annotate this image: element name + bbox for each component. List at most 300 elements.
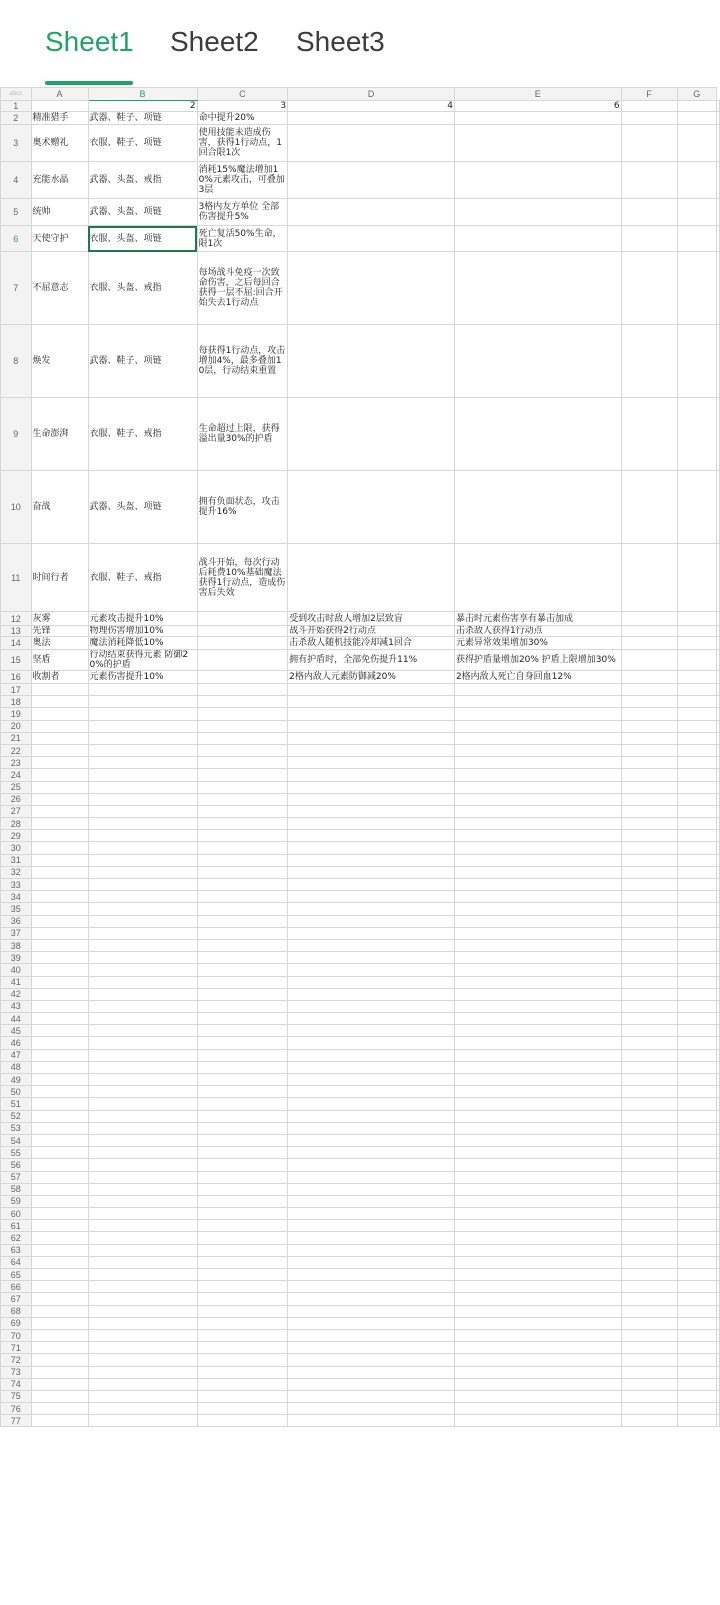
row-header[interactable]: 64 — [1, 1256, 32, 1268]
cell-f9[interactable] — [621, 398, 677, 471]
row-header[interactable]: 2 — [1, 112, 32, 125]
row-header[interactable]: 10 — [1, 471, 32, 544]
cell-g77[interactable] — [677, 1415, 716, 1427]
cell-d49[interactable] — [288, 1074, 455, 1086]
cell-e8[interactable] — [454, 325, 621, 398]
cell-f15[interactable] — [621, 650, 677, 671]
cell-e73[interactable] — [454, 1366, 621, 1378]
row-header[interactable]: 51 — [1, 1098, 32, 1110]
cell-a44[interactable] — [31, 1013, 88, 1025]
cell-g49[interactable] — [677, 1074, 716, 1086]
cell-d3[interactable] — [288, 125, 455, 162]
cell-c34[interactable] — [197, 891, 288, 903]
cell-g44[interactable] — [677, 1013, 716, 1025]
row-header[interactable]: 66 — [1, 1281, 32, 1293]
cell-a59[interactable] — [31, 1195, 88, 1207]
cell-d10[interactable] — [288, 471, 455, 544]
cell-b63[interactable] — [88, 1244, 197, 1256]
cell-f28[interactable] — [621, 818, 677, 830]
row-header[interactable]: 12 — [1, 612, 32, 626]
cell-c75[interactable] — [197, 1390, 288, 1402]
cell-a27[interactable] — [31, 805, 88, 817]
cell-c28[interactable] — [197, 818, 288, 830]
cell-d8[interactable] — [288, 325, 455, 398]
cell-c47[interactable] — [197, 1049, 288, 1061]
cell-a9[interactable]: 生命澎湃 — [31, 398, 88, 471]
cell-f49[interactable] — [621, 1074, 677, 1086]
cell-c57[interactable] — [197, 1171, 288, 1183]
cell-e12[interactable]: 暴击时元素伤害享有暴击加成 — [454, 612, 621, 626]
cell-b51[interactable] — [88, 1098, 197, 1110]
row-header[interactable]: 23 — [1, 757, 32, 769]
cell-a55[interactable] — [31, 1147, 88, 1159]
cell-a32[interactable] — [31, 866, 88, 878]
cell-b19[interactable] — [88, 708, 197, 720]
cell-d45[interactable] — [288, 1025, 455, 1037]
cell-c74[interactable] — [197, 1378, 288, 1390]
cell-b25[interactable] — [88, 781, 197, 793]
cell-d39[interactable] — [288, 952, 455, 964]
cell-d11[interactable] — [288, 544, 455, 612]
row-header[interactable]: 14 — [1, 637, 32, 650]
cell-e20[interactable] — [454, 720, 621, 732]
cell-b31[interactable] — [88, 854, 197, 866]
cell-b7[interactable]: 衣服、头盔、戒指 — [88, 252, 197, 325]
cell-f42[interactable] — [621, 988, 677, 1000]
row-header[interactable]: 65 — [1, 1269, 32, 1281]
cell-g54[interactable] — [677, 1134, 716, 1146]
cell-e24[interactable] — [454, 769, 621, 781]
cell-e18[interactable] — [454, 696, 621, 708]
cell-c42[interactable] — [197, 988, 288, 1000]
cell-f71[interactable] — [621, 1342, 677, 1354]
cell-e54[interactable] — [454, 1134, 621, 1146]
cell-a77[interactable] — [31, 1415, 88, 1427]
cell-e60[interactable] — [454, 1208, 621, 1220]
cell-e35[interactable] — [454, 903, 621, 915]
tab-sheet1[interactable]: Sheet1 — [45, 26, 134, 57]
cell-b64[interactable] — [88, 1256, 197, 1268]
cell-e13[interactable]: 击杀敌人获得1行动点 — [454, 626, 621, 637]
cell-a34[interactable] — [31, 891, 88, 903]
row-header[interactable]: 36 — [1, 915, 32, 927]
cell-b58[interactable] — [88, 1183, 197, 1195]
cell-b4[interactable]: 武器、头盔、戒指 — [88, 162, 197, 199]
cell-c64[interactable] — [197, 1256, 288, 1268]
cell-e4[interactable] — [454, 162, 621, 199]
cell-e68[interactable] — [454, 1305, 621, 1317]
cell-f11[interactable] — [621, 544, 677, 612]
cell-f5[interactable] — [621, 199, 677, 226]
cell-b16[interactable]: 元素伤害提升10% — [88, 671, 197, 684]
cell-b71[interactable] — [88, 1342, 197, 1354]
cell-d30[interactable] — [288, 842, 455, 854]
cell-g8[interactable] — [677, 325, 716, 398]
cell-g16[interactable] — [677, 671, 716, 684]
row-header[interactable]: 59 — [1, 1195, 32, 1207]
cell-f64[interactable] — [621, 1256, 677, 1268]
cell-d12[interactable]: 受到攻击时敌人增加2层致盲 — [288, 612, 455, 626]
cell-g70[interactable] — [677, 1329, 716, 1341]
cell-g36[interactable] — [677, 915, 716, 927]
cell-g56[interactable] — [677, 1159, 716, 1171]
cell-e46[interactable] — [454, 1037, 621, 1049]
cell-g52[interactable] — [677, 1110, 716, 1122]
cell-a53[interactable] — [31, 1122, 88, 1134]
cell-g57[interactable] — [677, 1171, 716, 1183]
cell-b28[interactable] — [88, 818, 197, 830]
cell-e44[interactable] — [454, 1013, 621, 1025]
cell-b21[interactable] — [88, 732, 197, 744]
cell-c62[interactable] — [197, 1232, 288, 1244]
cell-a14[interactable]: 奥法 — [31, 637, 88, 650]
cell-b61[interactable] — [88, 1220, 197, 1232]
cell-b35[interactable] — [88, 903, 197, 915]
cell-e53[interactable] — [454, 1122, 621, 1134]
cell-f60[interactable] — [621, 1208, 677, 1220]
row-header[interactable]: 47 — [1, 1049, 32, 1061]
cell-c60[interactable] — [197, 1208, 288, 1220]
row-header[interactable]: 17 — [1, 684, 32, 696]
cell-d60[interactable] — [288, 1208, 455, 1220]
cell-d44[interactable] — [288, 1013, 455, 1025]
cell-c12[interactable] — [197, 612, 288, 626]
cell-f21[interactable] — [621, 732, 677, 744]
cell-f51[interactable] — [621, 1098, 677, 1110]
cell-b24[interactable] — [88, 769, 197, 781]
cell-f68[interactable] — [621, 1305, 677, 1317]
cell-a28[interactable] — [31, 818, 88, 830]
cell-c41[interactable] — [197, 976, 288, 988]
cell-c65[interactable] — [197, 1269, 288, 1281]
row-header[interactable]: 26 — [1, 793, 32, 805]
cell-b14[interactable]: 魔法消耗降低10% — [88, 637, 197, 650]
cell-c51[interactable] — [197, 1098, 288, 1110]
cell-d15[interactable]: 拥有护盾时，全部免伤提升11% — [288, 650, 455, 671]
cell-f18[interactable] — [621, 696, 677, 708]
row-header[interactable]: 77 — [1, 1415, 32, 1427]
cell-f69[interactable] — [621, 1317, 677, 1329]
cell-c21[interactable] — [197, 732, 288, 744]
cell-c63[interactable] — [197, 1244, 288, 1256]
cell-e43[interactable] — [454, 1000, 621, 1012]
cell-c22[interactable] — [197, 744, 288, 756]
cell-f77[interactable] — [621, 1415, 677, 1427]
cell-d77[interactable] — [288, 1415, 455, 1427]
cell-a33[interactable] — [31, 879, 88, 891]
cell-b18[interactable] — [88, 696, 197, 708]
cell-c25[interactable] — [197, 781, 288, 793]
cell-c37[interactable] — [197, 927, 288, 939]
cell-g10[interactable] — [677, 471, 716, 544]
row-header[interactable]: 76 — [1, 1403, 32, 1415]
cell-f26[interactable] — [621, 793, 677, 805]
cell-c76[interactable] — [197, 1403, 288, 1415]
cell-b72[interactable] — [88, 1354, 197, 1366]
cell-f44[interactable] — [621, 1013, 677, 1025]
cell-d35[interactable] — [288, 903, 455, 915]
cell-g26[interactable] — [677, 793, 716, 805]
cell-a1[interactable] — [31, 101, 88, 112]
cell-c59[interactable] — [197, 1195, 288, 1207]
cell-b55[interactable] — [88, 1147, 197, 1159]
cell-g72[interactable] — [677, 1354, 716, 1366]
cell-c9[interactable]: 生命超过上限，获得溢出量30%的护盾 — [197, 398, 288, 471]
cell-g19[interactable] — [677, 708, 716, 720]
row-header[interactable]: 8 — [1, 325, 32, 398]
cell-d21[interactable] — [288, 732, 455, 744]
cell-a39[interactable] — [31, 952, 88, 964]
cell-g27[interactable] — [677, 805, 716, 817]
cell-c56[interactable] — [197, 1159, 288, 1171]
cell-e52[interactable] — [454, 1110, 621, 1122]
cell-b44[interactable] — [88, 1013, 197, 1025]
cell-e33[interactable] — [454, 879, 621, 891]
cell-a67[interactable] — [31, 1293, 88, 1305]
cell-d26[interactable] — [288, 793, 455, 805]
row-header[interactable]: 67 — [1, 1293, 32, 1305]
cell-c67[interactable] — [197, 1293, 288, 1305]
cell-b52[interactable] — [88, 1110, 197, 1122]
cell-g28[interactable] — [677, 818, 716, 830]
column-header-b[interactable]: B — [88, 88, 197, 101]
cell-f34[interactable] — [621, 891, 677, 903]
cell-e15[interactable]: 获得护盾量增加20% 护盾上限增加30% — [454, 650, 621, 671]
cell-a64[interactable] — [31, 1256, 88, 1268]
row-header[interactable]: 15 — [1, 650, 32, 671]
cell-b26[interactable] — [88, 793, 197, 805]
cell-e61[interactable] — [454, 1220, 621, 1232]
cell-d19[interactable] — [288, 708, 455, 720]
cell-g29[interactable] — [677, 830, 716, 842]
row-header[interactable]: 40 — [1, 964, 32, 976]
cell-f67[interactable] — [621, 1293, 677, 1305]
tab-sheet2[interactable]: Sheet2 — [170, 26, 259, 57]
cell-e38[interactable] — [454, 939, 621, 951]
cell-d32[interactable] — [288, 866, 455, 878]
row-header[interactable]: 38 — [1, 939, 32, 951]
cell-f47[interactable] — [621, 1049, 677, 1061]
row-header[interactable]: 9 — [1, 398, 32, 471]
cell-d14[interactable]: 击杀敌人随机技能冷却减1回合 — [288, 637, 455, 650]
cell-e58[interactable] — [454, 1183, 621, 1195]
cell-f45[interactable] — [621, 1025, 677, 1037]
cell-g33[interactable] — [677, 879, 716, 891]
cell-g43[interactable] — [677, 1000, 716, 1012]
cell-f72[interactable] — [621, 1354, 677, 1366]
cell-a69[interactable] — [31, 1317, 88, 1329]
cell-d46[interactable] — [288, 1037, 455, 1049]
cell-c48[interactable] — [197, 1061, 288, 1073]
cell-b9[interactable]: 衣服、鞋子、戒指 — [88, 398, 197, 471]
cell-d43[interactable] — [288, 1000, 455, 1012]
cell-c24[interactable] — [197, 769, 288, 781]
cell-d75[interactable] — [288, 1390, 455, 1402]
cell-d38[interactable] — [288, 939, 455, 951]
cell-e27[interactable] — [454, 805, 621, 817]
cell-a56[interactable] — [31, 1159, 88, 1171]
cell-g9[interactable] — [677, 398, 716, 471]
cell-a11[interactable]: 时间行者 — [31, 544, 88, 612]
cell-g68[interactable] — [677, 1305, 716, 1317]
cell-e19[interactable] — [454, 708, 621, 720]
cell-e59[interactable] — [454, 1195, 621, 1207]
cell-d33[interactable] — [288, 879, 455, 891]
cell-d23[interactable] — [288, 757, 455, 769]
cell-f52[interactable] — [621, 1110, 677, 1122]
row-header[interactable]: 69 — [1, 1317, 32, 1329]
row-header[interactable]: 35 — [1, 903, 32, 915]
row-header[interactable]: 73 — [1, 1366, 32, 1378]
cell-a68[interactable] — [31, 1305, 88, 1317]
row-header[interactable]: 46 — [1, 1037, 32, 1049]
cell-c55[interactable] — [197, 1147, 288, 1159]
cell-f75[interactable] — [621, 1390, 677, 1402]
cell-f63[interactable] — [621, 1244, 677, 1256]
cell-f56[interactable] — [621, 1159, 677, 1171]
cell-a41[interactable] — [31, 976, 88, 988]
cell-g4[interactable] — [677, 162, 716, 199]
row-header[interactable]: 7 — [1, 252, 32, 325]
cell-g12[interactable] — [677, 612, 716, 626]
row-header[interactable]: 72 — [1, 1354, 32, 1366]
cell-a29[interactable] — [31, 830, 88, 842]
cell-c39[interactable] — [197, 952, 288, 964]
column-header-c[interactable]: C — [197, 88, 288, 101]
cell-a61[interactable] — [31, 1220, 88, 1232]
cell-c10[interactable]: 拥有负面状态，攻击提升16% — [197, 471, 288, 544]
column-header-d[interactable]: D — [288, 88, 455, 101]
cell-b43[interactable] — [88, 1000, 197, 1012]
cell-e70[interactable] — [454, 1329, 621, 1341]
cell-a6[interactable]: 天使守护 — [31, 226, 88, 252]
cell-f7[interactable] — [621, 252, 677, 325]
cell-f62[interactable] — [621, 1232, 677, 1244]
cell-f50[interactable] — [621, 1086, 677, 1098]
cell-b30[interactable] — [88, 842, 197, 854]
cell-b53[interactable] — [88, 1122, 197, 1134]
cell-d69[interactable] — [288, 1317, 455, 1329]
cell-g76[interactable] — [677, 1403, 716, 1415]
cell-e7[interactable] — [454, 252, 621, 325]
cell-c49[interactable] — [197, 1074, 288, 1086]
cell-a66[interactable] — [31, 1281, 88, 1293]
cell-b10[interactable]: 武器、头盔、项链 — [88, 471, 197, 544]
cell-f53[interactable] — [621, 1122, 677, 1134]
cell-g40[interactable] — [677, 964, 716, 976]
row-header[interactable]: 42 — [1, 988, 32, 1000]
cell-g2[interactable] — [677, 112, 716, 125]
cell-b67[interactable] — [88, 1293, 197, 1305]
cell-c52[interactable] — [197, 1110, 288, 1122]
cell-b13[interactable]: 物理伤害增加10% — [88, 626, 197, 637]
cell-c5[interactable]: 3格内友方单位 全部伤害提升5% — [197, 199, 288, 226]
cell-f66[interactable] — [621, 1281, 677, 1293]
cell-b57[interactable] — [88, 1171, 197, 1183]
cell-e48[interactable] — [454, 1061, 621, 1073]
row-header[interactable]: 24 — [1, 769, 32, 781]
column-header-a[interactable]: A — [31, 88, 88, 101]
cell-b33[interactable] — [88, 879, 197, 891]
cell-b39[interactable] — [88, 952, 197, 964]
cell-c8[interactable]: 每获得1行动点，攻击增加4%，最多叠加10层，行动结束重置 — [197, 325, 288, 398]
row-header[interactable]: 4 — [1, 162, 32, 199]
cell-d62[interactable] — [288, 1232, 455, 1244]
cell-a74[interactable] — [31, 1378, 88, 1390]
cell-g30[interactable] — [677, 842, 716, 854]
row-header[interactable]: 1 — [1, 101, 32, 112]
row-header[interactable]: 68 — [1, 1305, 32, 1317]
cell-a37[interactable] — [31, 927, 88, 939]
cell-a73[interactable] — [31, 1366, 88, 1378]
cell-g47[interactable] — [677, 1049, 716, 1061]
cell-b8[interactable]: 武器、鞋子、项链 — [88, 325, 197, 398]
cell-g5[interactable] — [677, 199, 716, 226]
cell-b38[interactable] — [88, 939, 197, 951]
cell-c20[interactable] — [197, 720, 288, 732]
cell-d55[interactable] — [288, 1147, 455, 1159]
cell-e77[interactable] — [454, 1415, 621, 1427]
cell-e21[interactable] — [454, 732, 621, 744]
cell-d28[interactable] — [288, 818, 455, 830]
cell-e76[interactable] — [454, 1403, 621, 1415]
cell-a35[interactable] — [31, 903, 88, 915]
cell-b77[interactable] — [88, 1415, 197, 1427]
cell-e67[interactable] — [454, 1293, 621, 1305]
cell-f14[interactable] — [621, 637, 677, 650]
column-header-g[interactable]: G — [677, 88, 716, 101]
cell-f48[interactable] — [621, 1061, 677, 1073]
cell-d76[interactable] — [288, 1403, 455, 1415]
row-header[interactable]: 71 — [1, 1342, 32, 1354]
cell-f8[interactable] — [621, 325, 677, 398]
cell-g41[interactable] — [677, 976, 716, 988]
cell-c40[interactable] — [197, 964, 288, 976]
cell-f3[interactable] — [621, 125, 677, 162]
cell-f54[interactable] — [621, 1134, 677, 1146]
cell-g66[interactable] — [677, 1281, 716, 1293]
cell-f41[interactable] — [621, 976, 677, 988]
cell-d17[interactable] — [288, 684, 455, 696]
cell-f59[interactable] — [621, 1195, 677, 1207]
cell-c3[interactable]: 使用技能未造成伤害，获得1行动点，1回合限1次 — [197, 125, 288, 162]
cell-a3[interactable]: 奥术赠礼 — [31, 125, 88, 162]
cell-d72[interactable] — [288, 1354, 455, 1366]
cell-c31[interactable] — [197, 854, 288, 866]
row-header[interactable]: 16 — [1, 671, 32, 684]
cell-b32[interactable] — [88, 866, 197, 878]
cell-e66[interactable] — [454, 1281, 621, 1293]
cell-b36[interactable] — [88, 915, 197, 927]
cell-f39[interactable] — [621, 952, 677, 964]
cell-g45[interactable] — [677, 1025, 716, 1037]
cell-c32[interactable] — [197, 866, 288, 878]
cell-f17[interactable] — [621, 684, 677, 696]
cell-b23[interactable] — [88, 757, 197, 769]
cell-a2[interactable]: 精准猎手 — [31, 112, 88, 125]
cell-a16[interactable]: 收割者 — [31, 671, 88, 684]
cell-g39[interactable] — [677, 952, 716, 964]
cell-a42[interactable] — [31, 988, 88, 1000]
cell-f38[interactable] — [621, 939, 677, 951]
row-header[interactable]: 33 — [1, 879, 32, 891]
cell-f76[interactable] — [621, 1403, 677, 1415]
cell-g73[interactable] — [677, 1366, 716, 1378]
cell-g3[interactable] — [677, 125, 716, 162]
cell-c1[interactable]: 3 — [197, 101, 288, 112]
cell-c27[interactable] — [197, 805, 288, 817]
cell-b54[interactable] — [88, 1134, 197, 1146]
